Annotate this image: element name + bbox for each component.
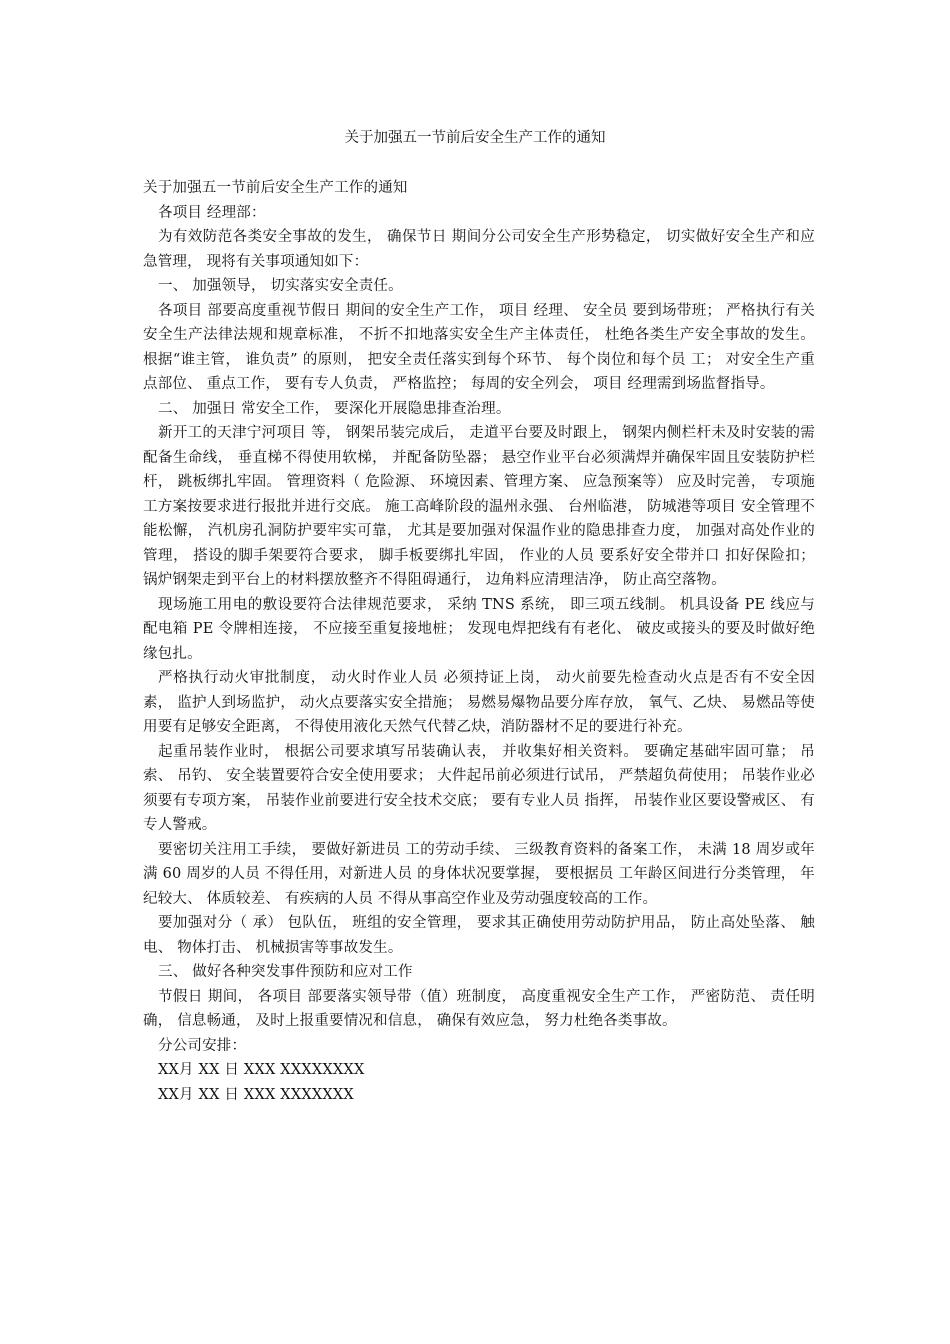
schedule-entry-2: XX月 XX 日 XXX XXXXXXX bbox=[158, 1086, 354, 1103]
section-heading-1: 一、 加强领导， 切实落实安全责任。 bbox=[158, 278, 403, 294]
paragraph-electricity: 现场施工用电的敷设要符合法律规范要求， 采纳 TNS 系统， 即三项五线制。 机具设备 PE 线应与配电箱 PE 令牌相连接， 不应接至重复接地桩； 发现电焊把线有有老化、 破皮或接头的要及时做好绝缘包扎。 bbox=[143, 596, 815, 662]
section-heading-3: 三、 做好各种突发事件预防和应对工作 bbox=[158, 964, 413, 980]
schedule-heading: 分公司安排： bbox=[158, 1037, 247, 1054]
document-title: 关于加强五一节前后安全生产工作的通知 bbox=[344, 130, 606, 146]
heading-repeat: 关于加强五一节前后安全生产工作的通知 bbox=[143, 180, 408, 196]
salutation: 各项目 经理部： bbox=[158, 204, 266, 221]
paragraph-labor: 要密切关注用工手续， 要做好新进员 工的劳动手续、 三级教育资料的备案工作， 未满 18 周岁或年满 60 周岁的人员 不得任用，对新进人员 的身体状况要掌握， 要根据员 工年龄区间进行分类管理， 年纪较大、 体质较差、 有疾病的人员 不得从事高空作业及劳动强度较高的工作。 bbox=[143, 841, 815, 907]
document-body bbox=[143, 176, 815, 1107]
section-heading-2: 二、 加强日 常安全工作， 要深化开展隐患排查治理。 bbox=[158, 400, 511, 417]
paragraph-lifting: 起重吊装作业时， 根据公司要求填写吊装确认表， 并收集好相关资料。 要确定基础牢固可靠； 吊索、 吊钓、 安全装置要符合安全使用要求； 大件起吊前必须进行试吊， 严禁超负荷使用； 吊装作业必须要有专项方案， 吊装作业前要进行安全技术交底； 要有专业人员 指挥， 吊装作业区要设警戒区、 有专人警戒。 bbox=[143, 743, 815, 833]
paragraph-hot-work: 严格执行动火审批制度， 动火时作业人员 必须持证上岗， 动火前要先检查动火点是否有不安全因素， 监护人到场监护， 动火点要落实安全措施； 易燃易爆物品要分库存放， 氧气、乙炔、 易燃品等使用要有足够安全距离， 不得使用液化天然气代替乙炔，消防器材不足的要进行补充。 bbox=[143, 670, 815, 735]
paragraph-intro: 为有效防范各类安全事故的发生， 确保节日 期间分公司安全生产形势稳定， 切实做好安全生产和应急管理， 现将有关事项通知如下： bbox=[143, 229, 815, 270]
paragraph-new-projects: 新开工的天津宁河项目 等， 钢架吊装完成后， 走道平台要及时跟上， 钢架内侧栏杆未及时安装的需配备生命线， 垂直梯不得使用软梯， 并配备防坠器； 悬空作业平台必须满焊并确保牢固且安装防护栏杆， 跳板绑扎牢固。 管理资料（ 危险源、 环境因素、管理方案、 应急预案等） 应及时完善， 专项施工方案按要求进行报批并进行交底。 施工高峰阶段的温州永强、 台州临港， 防城港等项目 安全管理不能松懈， 汽机房孔洞防护要牢实可靠， 尤其是要加强对保温作业的隐患排查力度， 加强对高处作业的管理， 搭设的脚手架要符合要求， 脚手板要绑扎牢固， 作业的人员 要系好安全带并口 扣好保险扣； 锅炉钢架走到平台上的材料摆放整齐不得阻碍通行， 边角料应清理洁净， 防止高空落物。 bbox=[143, 425, 815, 588]
paragraph-holiday-duty: 节假日 期间， 各项目 部要落实领导带（值）班制度， 高度重视安全生产工作， 严密防范、 责任明确， 信息畅通， 及时上报重要情况和信息， 确保有效应急， 努力杜绝各类事故。 bbox=[143, 988, 815, 1029]
paragraph-section-1: 各项目 部要高度重视节假日 期间的安全生产工作， 项目 经理、 安全员 要到场带班； 严格执行有关安全生产法律法规和规章标准， 不折不扣地落实安全生产主体责任， 杜绝各类生产安全事故的发生。 根据“谁主管， 谁负责” 的原则， 把安全责任落实到每个环节、 每个岗位和每个员 工； 对安全生产重点部位、 重点工作， 要有专人负责， 严格监控； 每周的安全列会， 项目 经理需到场监督指导。 bbox=[143, 302, 815, 392]
paragraph-subcontractor: 要加强对分（ 承） 包队伍， 班组的安全管理， 要求其正确使用劳动防护用品， 防止高处坠落、 触电、 物体打击、 机械损害等事故发生。 bbox=[143, 915, 815, 956]
schedule-entry-1: XX月 XX 日 XXX XXXXXXXX bbox=[158, 1062, 365, 1078]
